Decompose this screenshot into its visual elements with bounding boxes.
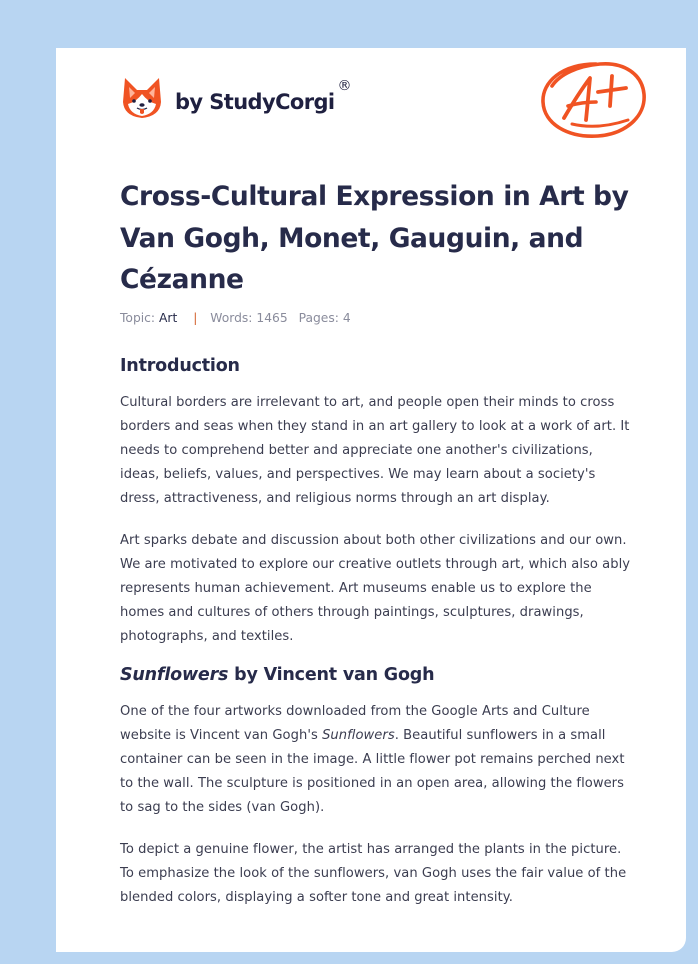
topic-link[interactable]: Art [159,311,178,325]
words-count: 1465 [256,311,288,325]
artwork-title: Sunflowers [322,728,395,743]
paragraph [120,700,632,820]
meta-separator: | [193,311,198,325]
a-plus-grade-icon [538,58,650,142]
topic-label: Topic: [120,311,156,325]
corgi-icon [122,76,162,120]
brand-name: by StudyCorgi [175,90,335,114]
paragraph-text: . Beautiful sunflowers in a small container can be seen in the image. A little flower pot remains perched next to the wall. The sculpture is positioned in an open area, allowing the flowers to sag to the sides (van Gogh). [120,728,625,815]
section-heading-sunflowers [120,663,632,687]
pages-label: Pages: [298,311,339,325]
studycorgi-logo[interactable] [122,76,352,120]
paragraph: To depict a genuine flower, the artist has arranged the plants in the picture. To emphasize the look of the sunflowers, van Gogh uses the fair value of the blended colors, displaying a softer tone and great intensity. [120,842,627,905]
heading-artist: by Vincent van Gogh [228,665,435,685]
heading-artwork-title: Sunflowers [120,665,229,685]
document-title: Cross-Cultural Expression in Art by Van Gogh, Monet, Gauguin, and Cézanne [120,181,629,295]
registered-mark: ® [337,78,352,94]
paragraph: Art sparks debate and discussion about both other civilizations and our own. We are motivated to explore our creative outlets through art, which also ably represents human achievement. Art museums enable us to explore the homes and cultures of others through paintings, sculptures, drawings, photographs, and textiles. [120,533,631,644]
document-card [56,48,686,952]
pages-count: 4 [342,311,351,325]
section-heading-introduction: Introduction [120,356,240,376]
document-meta [120,311,351,325]
document-body [120,354,632,910]
words-label: Words: [210,311,253,325]
paragraph: Cultural borders are irrelevant to art, and people open their minds to cross borders and seas when they stand in an art gallery to look at a work of art. It needs to comprehend better and appreciate one another's civilizations, ideas, beliefs, values, and perspectives. We may learn about a society's dress, attractiveness, and religious norms through an art display. [120,395,630,506]
paragraph-text: One of the four artworks downloaded from the Google Arts and Culture website is Vincent van Gogh's [120,704,590,743]
